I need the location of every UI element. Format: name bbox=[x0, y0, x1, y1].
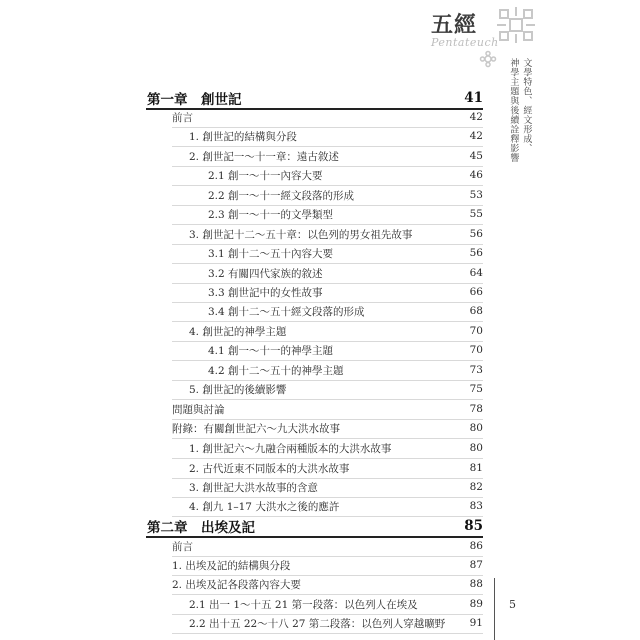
toc-divider bbox=[172, 633, 483, 634]
toc-entry-label: 4. 創九 1–17 大洪水之後的應許 bbox=[189, 500, 340, 513]
toc-entry-page: 83 bbox=[469, 500, 483, 512]
toc-entry-row[interactable] bbox=[0, 321, 640, 341]
toc-entry-page: 70 bbox=[469, 344, 483, 356]
toc-entry-label: 1. 創世記的結構與分段 bbox=[189, 130, 297, 143]
toc-entry-page: 80 bbox=[469, 422, 483, 434]
toc-entry-page: 56 bbox=[469, 228, 483, 240]
toc-entry-row[interactable] bbox=[0, 613, 640, 633]
toc-entry-label: 前言 bbox=[172, 540, 193, 553]
toc-entry-row[interactable] bbox=[0, 399, 640, 419]
toc-entry-page: 86 bbox=[469, 540, 483, 552]
toc-entry-label: 5. 創世記的後續影響 bbox=[189, 383, 287, 396]
toc-entry-label: 4.2 創十二～五十的神學主題 bbox=[208, 364, 344, 377]
toc-entry-page: 56 bbox=[469, 247, 483, 259]
toc-entry-page: 82 bbox=[469, 481, 483, 493]
toc-entry-label: 2. 創世記一～十一章：遠古敘述 bbox=[189, 150, 339, 163]
toc-chapter-row[interactable] bbox=[0, 516, 640, 536]
toc-entry-page: 85 bbox=[464, 518, 483, 534]
toc-entry-page: 80 bbox=[469, 442, 483, 454]
toc-entry-page: 53 bbox=[469, 189, 483, 201]
toc-entry-page: 41 bbox=[464, 90, 483, 106]
toc-entry-row[interactable] bbox=[0, 126, 640, 146]
toc-entry-row[interactable] bbox=[0, 301, 640, 321]
toc-entry-row[interactable] bbox=[0, 536, 640, 556]
vertical-subtitle-line-1: 文學特色、經文形成、 bbox=[521, 58, 532, 153]
toc-entry-row[interactable] bbox=[0, 360, 640, 380]
toc-entry-label: 第一章 創世記 bbox=[147, 92, 242, 108]
toc-chapter-row[interactable] bbox=[0, 88, 640, 108]
toc-entry-row[interactable] bbox=[0, 263, 640, 283]
toc-entry-row[interactable] bbox=[0, 243, 640, 263]
toc-entry-label: 2.2 創一～十一經文段落的形成 bbox=[208, 189, 355, 202]
toc-entry-page: 46 bbox=[469, 169, 483, 181]
toc-entry-row[interactable] bbox=[0, 165, 640, 185]
toc-entry-label: 1. 創世記六～九融合兩種版本的大洪水故事 bbox=[189, 442, 392, 455]
toc-entry-page: 89 bbox=[469, 598, 483, 610]
toc-entry-label: 2.1 創一～十一內容大要 bbox=[208, 169, 323, 182]
book-subtitle: Pentateuch bbox=[431, 36, 499, 49]
book-title: 五經 bbox=[431, 12, 478, 38]
toc-entry-label: 1. 出埃及記的結構與分段 bbox=[172, 559, 291, 572]
toc-entry-label: 3. 創世記大洪水故事的含意 bbox=[189, 481, 318, 494]
toc-entry-label: 附錄：有關創世記六～九大洪水故事 bbox=[172, 422, 340, 435]
toc-entry-row[interactable] bbox=[0, 477, 640, 497]
toc-entry-row[interactable] bbox=[0, 107, 640, 127]
toc-entry-row[interactable] bbox=[0, 282, 640, 302]
toc-entry-label: 2.1 出一 1～十五 21 第一段落：以色列人在埃及 bbox=[189, 598, 418, 611]
toc-entry-row[interactable] bbox=[0, 438, 640, 458]
toc-entry-label: 第二章 出埃及記 bbox=[147, 520, 255, 536]
toc-entry-page: 45 bbox=[469, 150, 483, 162]
toc-entry-page: 88 bbox=[469, 578, 483, 590]
toc-entry-page: 55 bbox=[469, 208, 483, 220]
toc-entry-row[interactable] bbox=[0, 185, 640, 205]
toc-entry-label: 3.3 創世記中的女性故事 bbox=[208, 286, 323, 299]
toc-entry-label: 3.1 創十二～五十內容大要 bbox=[208, 247, 334, 260]
toc-entry-row[interactable] bbox=[0, 224, 640, 244]
toc-entry-label: 4. 創世記的神學主題 bbox=[189, 325, 287, 338]
toc-entry-label: 3.4 創十二～五十經文段落的形成 bbox=[208, 305, 365, 318]
toc-entry-row[interactable] bbox=[0, 574, 640, 594]
toc-entry-row[interactable] bbox=[0, 204, 640, 224]
vertical-subtitle-line-2: 神學主題與後續詮釋影響 bbox=[508, 58, 519, 163]
toc-entry-label: 前言 bbox=[172, 111, 193, 124]
toc-entry-page: 73 bbox=[469, 364, 483, 376]
toc-entry-row[interactable] bbox=[0, 496, 640, 516]
toc-entry-row[interactable] bbox=[0, 594, 640, 614]
toc-entry-page: 81 bbox=[469, 462, 483, 474]
toc-entry-row[interactable] bbox=[0, 458, 640, 478]
toc-entry-page: 42 bbox=[469, 130, 483, 142]
toc-entry-row[interactable] bbox=[0, 418, 640, 438]
toc-entry-page: 70 bbox=[469, 325, 483, 337]
toc-entry-page: 64 bbox=[469, 267, 483, 279]
toc-entry-label: 2.2 出十五 22～十八 27 第二段落：以色列人穿越曠野 bbox=[189, 617, 446, 630]
toc-entry-page: 75 bbox=[469, 383, 483, 395]
toc-entry-label: 2. 出埃及記各段落內容大要 bbox=[172, 578, 301, 591]
toc-entry-row[interactable] bbox=[0, 146, 640, 166]
toc-entry-row[interactable] bbox=[0, 340, 640, 360]
toc-entry-page: 91 bbox=[469, 617, 483, 629]
toc-entry-label: 4.1 創一～十一的神學主題 bbox=[208, 344, 334, 357]
toc-entry-label: 2. 古代近東不同版本的大洪水故事 bbox=[189, 462, 350, 475]
toc-entry-row[interactable] bbox=[0, 555, 640, 575]
toc-entry-page: 87 bbox=[469, 559, 483, 571]
toc-entry-page: 68 bbox=[469, 305, 483, 317]
toc-entry-label: 2.3 創一～十一的文學類型 bbox=[208, 208, 334, 221]
toc-entry-row[interactable] bbox=[0, 379, 640, 399]
toc-entry-label: 3. 創世記十二～五十章：以色列的男女祖先故事 bbox=[189, 228, 413, 241]
toc-entry-label: 3.2 有關四代家族的敘述 bbox=[208, 267, 323, 280]
toc-entry-page: 78 bbox=[469, 403, 483, 415]
toc-entry-label: 問題與討論 bbox=[172, 403, 225, 416]
page-number: 5 bbox=[509, 598, 516, 611]
toc-entry-page: 66 bbox=[469, 286, 483, 298]
toc-entry-page: 42 bbox=[469, 111, 483, 123]
